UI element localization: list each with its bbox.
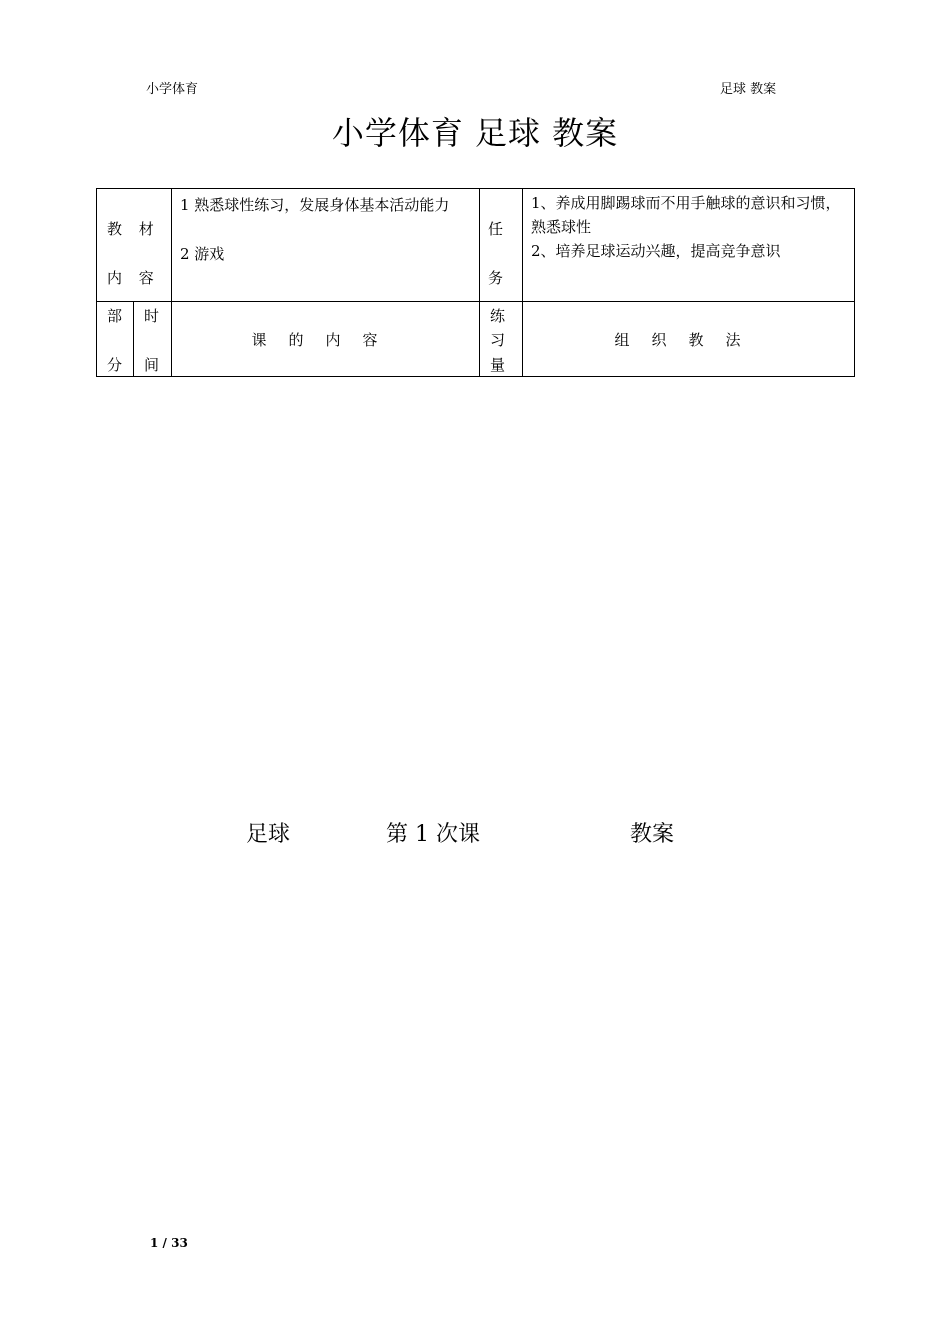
practice-header-mid: 习 [490,331,506,349]
time-header-top: 时 [144,307,160,325]
practice-header-bottom: 量 [490,356,506,374]
material-content-cell [172,189,480,302]
task-label-cell [480,189,523,302]
material-item-1: 1 熟悉球性练习，发展身体基本活动能力 [180,196,450,214]
practice-header-cell [480,302,523,377]
material-label-bottom: 内 容 [107,269,160,287]
part-header-bottom: 分 [107,356,123,374]
page-title: 小学体育 足球 教案 [331,114,619,152]
material-item-2: 2 游戏 [180,245,225,263]
subtitle-plan: 教案 [630,822,675,847]
material-label-top: 教 材 [107,220,160,238]
task-goal-1: 1、养成用脚踢球而不用手触球的意识和习惯，熟悉球性 [531,194,841,236]
part-header-cell [97,302,134,377]
task-goal-2: 2、培养足球运动兴趣，提高竞争意识 [531,242,781,260]
practice-header-top: 练 [490,307,506,325]
content-header-cell [172,302,480,377]
time-header-bottom: 间 [144,356,160,374]
subtitle-lesson-number: 第 1 次课 [386,822,480,847]
header-right: 足球 教案 [720,82,777,97]
task-label-top: 任 [488,220,504,238]
part-header-top: 部 [107,307,123,325]
time-header-cell [134,302,172,377]
subtitle-sport: 足球 [246,822,291,847]
task-label-bottom: 务 [488,269,504,287]
method-header-label: 组织教法 [614,331,763,349]
header-left: 小学体育 [146,82,199,97]
task-goals-cell [523,189,855,302]
content-header-label: 课的内容 [251,331,400,349]
material-label-cell [97,189,172,302]
method-header-cell [523,302,855,377]
lesson-table [96,188,855,377]
page-number: 1 / 33 [150,1236,188,1250]
